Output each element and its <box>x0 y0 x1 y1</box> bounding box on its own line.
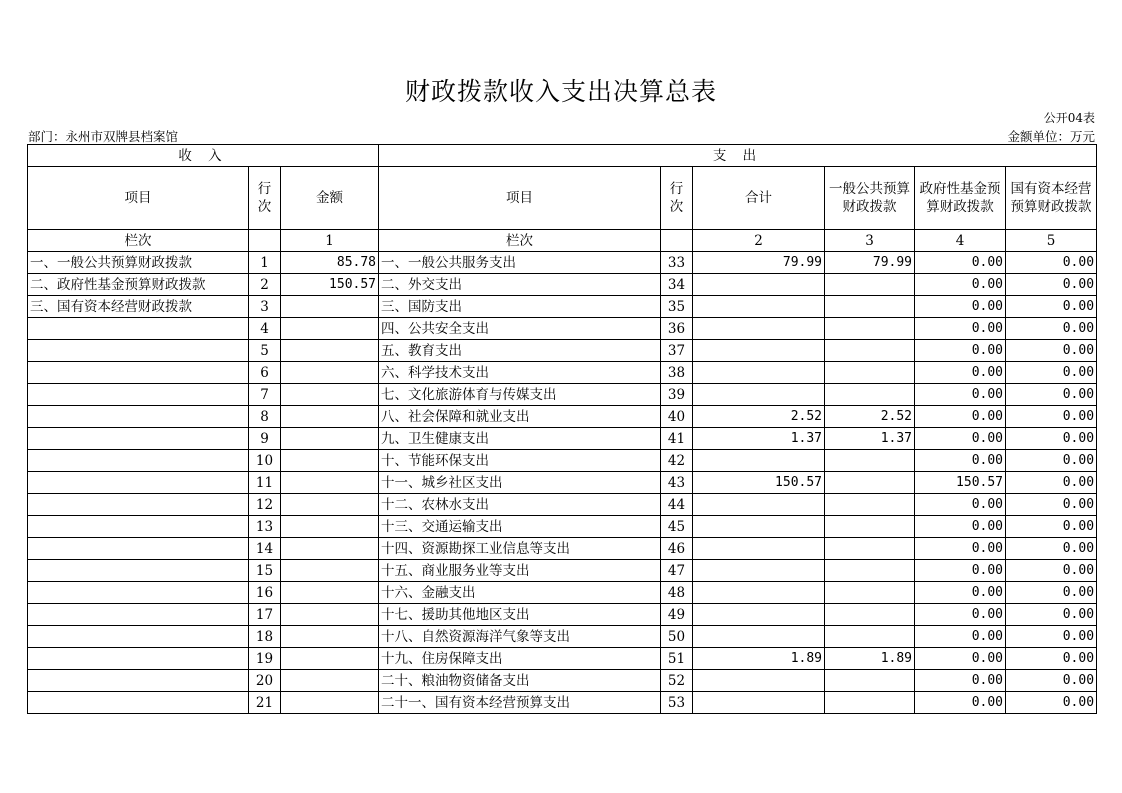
expense-section-header: 支 出 <box>379 145 1097 167</box>
total-cell <box>693 582 825 604</box>
income-amount-cell <box>281 384 379 406</box>
income-item-header: 项目 <box>28 167 249 230</box>
income-line-no-cell: 11 <box>249 472 281 494</box>
income-item-cell <box>28 538 249 560</box>
total-cell: 1.89 <box>693 648 825 670</box>
gov-fund-cell: 0.00 <box>915 252 1006 274</box>
income-line-no-cell: 9 <box>249 428 281 450</box>
general-budget-cell: 2.52 <box>825 406 915 428</box>
state-capital-cell: 0.00 <box>1006 428 1097 450</box>
expense-line-no-header: 行次 <box>661 167 693 230</box>
income-item-cell <box>28 604 249 626</box>
total-cell <box>693 450 825 472</box>
income-item-cell <box>28 406 249 428</box>
income-item-cell <box>28 670 249 692</box>
expense-item-cell: 一、一般公共服务支出 <box>379 252 661 274</box>
gov-fund-cell: 0.00 <box>915 494 1006 516</box>
gov-fund-cell: 0.00 <box>915 692 1006 714</box>
state-capital-cell: 0.00 <box>1006 538 1097 560</box>
gov-fund-cell: 0.00 <box>915 538 1006 560</box>
gov-fund-cell: 0.00 <box>915 318 1006 340</box>
general-budget-cell <box>825 516 915 538</box>
income-amount-cell: 85.78 <box>281 252 379 274</box>
income-item-cell <box>28 560 249 582</box>
expense-line-no-cell: 46 <box>661 538 693 560</box>
income-amount-cell <box>281 670 379 692</box>
total-cell <box>693 626 825 648</box>
income-amount-cell <box>281 406 379 428</box>
table-row <box>28 318 1097 340</box>
table-row <box>28 362 1097 384</box>
amount-unit-label: 金额单位：万元 <box>1007 129 1095 144</box>
expense-item-cell: 七、文化旅游体育与传媒支出 <box>379 384 661 406</box>
expense-line-no-cell: 38 <box>661 362 693 384</box>
income-amount-cell <box>281 692 379 714</box>
total-cell <box>693 296 825 318</box>
expense-line-no-cell: 53 <box>661 692 693 714</box>
income-item-cell <box>28 362 249 384</box>
expense-item-cell: 二、外交支出 <box>379 274 661 296</box>
income-amount-cell <box>281 494 379 516</box>
total-cell <box>693 340 825 362</box>
state-capital-cell: 0.00 <box>1006 384 1097 406</box>
gov-fund-cell: 0.00 <box>915 516 1006 538</box>
income-amount-cell <box>281 516 379 538</box>
expense-line-no-cell: 36 <box>661 318 693 340</box>
table-row <box>28 670 1097 692</box>
income-item-cell: 二、政府性基金预算财政拨款 <box>28 274 249 296</box>
gov-fund-cell: 0.00 <box>915 582 1006 604</box>
income-column-label: 栏次 <box>28 230 249 252</box>
income-item-cell <box>28 428 249 450</box>
income-amount-cell <box>281 318 379 340</box>
expense-line-no-cell: 49 <box>661 604 693 626</box>
income-line-no-cell: 1 <box>249 252 281 274</box>
income-line-no-cell: 4 <box>249 318 281 340</box>
general-budget-cell <box>825 604 915 626</box>
table-row <box>28 582 1097 604</box>
total-cell <box>693 604 825 626</box>
expense-line-no-cell: 47 <box>661 560 693 582</box>
table-row <box>28 626 1097 648</box>
income-line-no-cell: 3 <box>249 296 281 318</box>
income-line-no-cell: 13 <box>249 516 281 538</box>
table-row <box>28 538 1097 560</box>
income-line-no-cell: 18 <box>249 626 281 648</box>
income-line-no-cell: 6 <box>249 362 281 384</box>
income-item-cell <box>28 450 249 472</box>
gov-fund-cell: 0.00 <box>915 384 1006 406</box>
expense-item-cell: 十八、自然资源海洋气象等支出 <box>379 626 661 648</box>
expense-item-cell: 十五、商业服务业等支出 <box>379 560 661 582</box>
total-cell: 1.37 <box>693 428 825 450</box>
expense-line-no-cell: 50 <box>661 626 693 648</box>
income-line-no-cell: 14 <box>249 538 281 560</box>
expense-line-no-cell: 48 <box>661 582 693 604</box>
expense-item-cell: 八、社会保障和就业支出 <box>379 406 661 428</box>
gov-fund-cell: 0.00 <box>915 626 1006 648</box>
expense-item-cell: 六、科学技术支出 <box>379 362 661 384</box>
income-amount-cell <box>281 560 379 582</box>
table-row <box>28 516 1097 538</box>
table-row <box>28 252 1097 274</box>
budget-table <box>27 144 1097 714</box>
column-number-1: 1 <box>281 230 379 252</box>
expense-column-label: 栏次 <box>379 230 661 252</box>
state-capital-cell: 0.00 <box>1006 648 1097 670</box>
state-capital-cell: 0.00 <box>1006 472 1097 494</box>
general-budget-cell <box>825 494 915 516</box>
expense-item-cell: 十三、交通运输支出 <box>379 516 661 538</box>
general-budget-cell <box>825 582 915 604</box>
general-budget-cell <box>825 670 915 692</box>
total-cell <box>693 362 825 384</box>
income-line-no-cell: 7 <box>249 384 281 406</box>
table-row <box>28 274 1097 296</box>
income-line-no-cell: 17 <box>249 604 281 626</box>
income-amount-cell <box>281 296 379 318</box>
column-number-2: 2 <box>693 230 825 252</box>
general-budget-cell <box>825 296 915 318</box>
income-amount-cell <box>281 582 379 604</box>
income-amount-cell <box>281 538 379 560</box>
expense-line-no-cell: 33 <box>661 252 693 274</box>
gov-fund-cell: 0.00 <box>915 362 1006 384</box>
total-cell <box>693 274 825 296</box>
gov-fund-cell: 0.00 <box>915 428 1006 450</box>
income-line-no-cell: 2 <box>249 274 281 296</box>
expense-line-no-cell: 42 <box>661 450 693 472</box>
gov-fund-cell: 0.00 <box>915 604 1006 626</box>
income-item-cell <box>28 384 249 406</box>
table-row <box>28 406 1097 428</box>
expense-line-no-cell: 41 <box>661 428 693 450</box>
gov-fund-header: 政府性基金预算财政拨款 <box>915 167 1006 230</box>
state-capital-cell: 0.00 <box>1006 582 1097 604</box>
income-item-cell <box>28 340 249 362</box>
total-cell: 150.57 <box>693 472 825 494</box>
total-cell <box>693 692 825 714</box>
general-budget-cell <box>825 450 915 472</box>
general-budget-cell <box>825 340 915 362</box>
income-amount-cell <box>281 472 379 494</box>
income-item-cell <box>28 318 249 340</box>
income-line-no-cell: 15 <box>249 560 281 582</box>
income-item-cell: 一、一般公共预算财政拨款 <box>28 252 249 274</box>
general-budget-cell <box>825 318 915 340</box>
income-amount-cell: 150.57 <box>281 274 379 296</box>
column-number-4: 4 <box>915 230 1006 252</box>
state-capital-cell: 0.00 <box>1006 560 1097 582</box>
income-line-no-cell: 12 <box>249 494 281 516</box>
state-capital-cell: 0.00 <box>1006 516 1097 538</box>
state-capital-cell: 0.00 <box>1006 340 1097 362</box>
income-item-cell <box>28 626 249 648</box>
income-item-cell <box>28 494 249 516</box>
expense-item-cell: 三、国防支出 <box>379 296 661 318</box>
expense-line-no-cell: 34 <box>661 274 693 296</box>
general-budget-cell <box>825 626 915 648</box>
expense-item-cell: 十九、住房保障支出 <box>379 648 661 670</box>
total-cell <box>693 494 825 516</box>
table-row <box>28 340 1097 362</box>
income-line-no-cell: 8 <box>249 406 281 428</box>
expense-item-cell: 十六、金融支出 <box>379 582 661 604</box>
table-row <box>28 384 1097 406</box>
general-budget-cell <box>825 274 915 296</box>
income-line-no-cell: 21 <box>249 692 281 714</box>
table-row <box>28 604 1097 626</box>
expense-item-cell: 十一、城乡社区支出 <box>379 472 661 494</box>
total-cell <box>693 670 825 692</box>
total-cell <box>693 318 825 340</box>
general-budget-cell <box>825 384 915 406</box>
state-capital-cell: 0.00 <box>1006 252 1097 274</box>
income-item-cell <box>28 582 249 604</box>
income-line-no-cell: 16 <box>249 582 281 604</box>
form-number: 公开04表 <box>1043 111 1095 125</box>
expense-line-no-cell: 52 <box>661 670 693 692</box>
general-budget-header: 一般公共预算财政拨款 <box>825 167 915 230</box>
column-number-3: 3 <box>825 230 915 252</box>
income-item-cell <box>28 516 249 538</box>
general-budget-cell <box>825 538 915 560</box>
expense-item-cell: 十、节能环保支出 <box>379 450 661 472</box>
gov-fund-cell: 0.00 <box>915 274 1006 296</box>
column-number-5: 5 <box>1006 230 1097 252</box>
total-header: 合计 <box>693 167 825 230</box>
total-cell: 2.52 <box>693 406 825 428</box>
state-capital-cell: 0.00 <box>1006 692 1097 714</box>
income-amount-cell <box>281 626 379 648</box>
state-capital-cell: 0.00 <box>1006 604 1097 626</box>
income-amount-cell <box>281 428 379 450</box>
expense-line-no-cell: 43 <box>661 472 693 494</box>
expense-item-cell: 二十、粮油物资储备支出 <box>379 670 661 692</box>
income-line-no-cell: 20 <box>249 670 281 692</box>
table-row <box>28 494 1097 516</box>
state-capital-cell: 0.00 <box>1006 296 1097 318</box>
expense-item-cell: 十七、援助其他地区支出 <box>379 604 661 626</box>
general-budget-cell <box>825 362 915 384</box>
expense-item-cell: 十四、资源勘探工业信息等支出 <box>379 538 661 560</box>
income-amount-cell <box>281 340 379 362</box>
gov-fund-cell: 0.00 <box>915 450 1006 472</box>
income-section-header: 收 入 <box>28 145 379 167</box>
state-capital-cell: 0.00 <box>1006 450 1097 472</box>
page-title: 财政拨款收入支出决算总表 <box>404 77 717 106</box>
general-budget-cell <box>825 560 915 582</box>
expense-item-cell: 九、卫生健康支出 <box>379 428 661 450</box>
income-amount-cell <box>281 450 379 472</box>
total-cell <box>693 538 825 560</box>
general-budget-cell <box>825 692 915 714</box>
expense-item-cell: 十二、农林水支出 <box>379 494 661 516</box>
income-line-no-cell: 10 <box>249 450 281 472</box>
income-line-no-cell: 19 <box>249 648 281 670</box>
expense-item-cell: 二十一、国有资本经营预算支出 <box>379 692 661 714</box>
general-budget-cell: 79.99 <box>825 252 915 274</box>
gov-fund-cell: 0.00 <box>915 648 1006 670</box>
table-row <box>28 450 1097 472</box>
table-row <box>28 648 1097 670</box>
total-cell <box>693 516 825 538</box>
expense-line-no-cell: 40 <box>661 406 693 428</box>
table-row <box>28 692 1097 714</box>
income-item-cell <box>28 692 249 714</box>
total-cell <box>693 560 825 582</box>
state-capital-cell: 0.00 <box>1006 274 1097 296</box>
income-amount-header: 金额 <box>281 167 379 230</box>
table-row <box>28 296 1097 318</box>
state-capital-cell: 0.00 <box>1006 670 1097 692</box>
state-capital-cell: 0.00 <box>1006 318 1097 340</box>
table-row <box>28 472 1097 494</box>
state-capital-cell: 0.00 <box>1006 494 1097 516</box>
table-row <box>28 428 1097 450</box>
expense-item-header: 项目 <box>379 167 661 230</box>
income-line-no-header: 行次 <box>249 167 281 230</box>
income-item-cell: 三、国有资本经营财政拨款 <box>28 296 249 318</box>
gov-fund-cell: 0.00 <box>915 296 1006 318</box>
income-amount-cell <box>281 648 379 670</box>
state-capital-cell: 0.00 <box>1006 362 1097 384</box>
expense-line-no-cell: 44 <box>661 494 693 516</box>
gov-fund-cell: 0.00 <box>915 406 1006 428</box>
gov-fund-cell: 0.00 <box>915 670 1006 692</box>
total-cell: 79.99 <box>693 252 825 274</box>
income-item-cell <box>28 472 249 494</box>
income-item-cell <box>28 648 249 670</box>
expense-line-no-cell: 45 <box>661 516 693 538</box>
expense-line-no-cell: 51 <box>661 648 693 670</box>
expense-line-no-cell: 39 <box>661 384 693 406</box>
income-line-no-cell: 5 <box>249 340 281 362</box>
gov-fund-cell: 0.00 <box>915 340 1006 362</box>
general-budget-cell <box>825 472 915 494</box>
expense-line-no-cell: 35 <box>661 296 693 318</box>
expense-item-cell: 五、教育支出 <box>379 340 661 362</box>
state-capital-cell: 0.00 <box>1006 626 1097 648</box>
expense-line-no-cell: 37 <box>661 340 693 362</box>
gov-fund-cell: 0.00 <box>915 560 1006 582</box>
table-row <box>28 560 1097 582</box>
expense-item-cell: 四、公共安全支出 <box>379 318 661 340</box>
gov-fund-cell: 150.57 <box>915 472 1006 494</box>
general-budget-cell: 1.89 <box>825 648 915 670</box>
income-amount-cell <box>281 362 379 384</box>
state-capital-header: 国有资本经营预算财政拨款 <box>1006 167 1097 230</box>
income-amount-cell <box>281 604 379 626</box>
state-capital-cell: 0.00 <box>1006 406 1097 428</box>
total-cell <box>693 384 825 406</box>
general-budget-cell: 1.37 <box>825 428 915 450</box>
department-label: 部门：永州市双牌县档案馆 <box>28 129 179 144</box>
